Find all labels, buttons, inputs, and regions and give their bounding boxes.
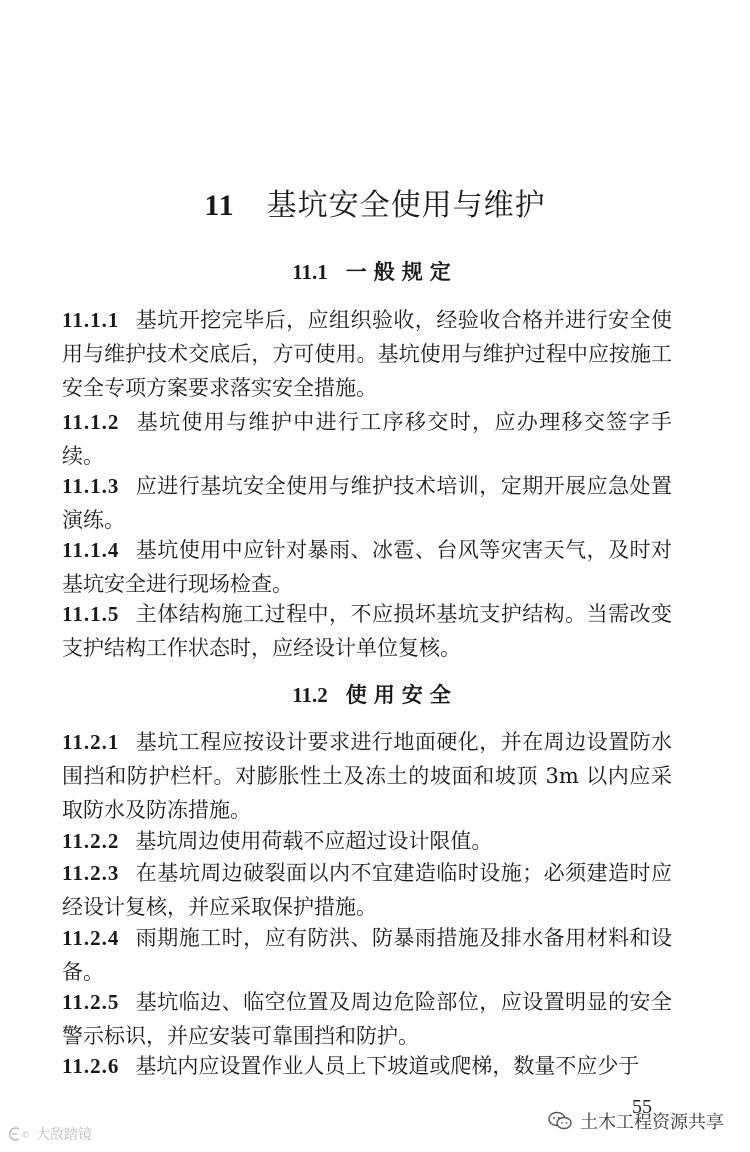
clause-text: 基坑开挖完毕后，应组织验收，经验收合格并进行安全使用与维护技术交底后，方可使用。基坑使用与维护过程中应按施工安全专项方案要求落实安全措施。 <box>62 308 672 400</box>
clause-number: 11.2.4 <box>62 926 120 950</box>
clause-text: 雨期施工时，应有防洪、防暴雨措施及排水备用材料和设备。 <box>62 926 672 984</box>
clause-11-1-4 <box>62 533 672 601</box>
watermark-left-text: 大敌踏镜 <box>36 1127 92 1143</box>
watermark-right-text: 土木工程资源共享 <box>580 1112 724 1133</box>
chapter-number: 11 <box>204 189 235 222</box>
clause-11-2-6 <box>62 1049 672 1083</box>
section-title-11-2 <box>0 679 750 709</box>
section-title-11-1 <box>0 256 750 286</box>
clause-11-2-4 <box>62 921 672 989</box>
clause-text: 基坑周边使用荷载不应超过设计限值。 <box>135 829 493 853</box>
clause-text: 基坑使用中应针对暴雨、冰雹、台风等灾害天气，及时对基坑安全进行现场检查。 <box>62 538 672 596</box>
clause-text: 主体结构施工过程中，不应损坏基坑支护结构。当需改变支护结构工作状态时，应经设计单位复核。 <box>62 602 672 660</box>
chapter-title <box>0 180 750 224</box>
clause-number: 11.2.6 <box>62 1054 120 1078</box>
section-number: 11.1 <box>292 260 328 284</box>
section-number: 11.2 <box>292 683 328 707</box>
clause-text: 基坑临边、临空位置及周边危险部位，应设置明显的安全警示标识，并应安装可靠围挡和防护。 <box>62 990 672 1048</box>
watermark-right <box>548 1108 724 1134</box>
clause-text: 基坑工程应按设计要求进行地面硬化，并在周边设置防水围挡和防护栏杆。对膨胀性土及冻土的坡面和坡顶 3m 以内应采取防水及防冻措施。 <box>62 730 672 822</box>
clause-11-1-1 <box>62 303 672 405</box>
clause-number: 11.2.1 <box>62 730 120 754</box>
clause-number: 11.1.3 <box>62 474 120 498</box>
clause-11-1-2 <box>62 405 672 473</box>
clause-text: 基坑使用与维护中进行工序移交时，应办理移交签字手续。 <box>62 410 672 468</box>
clause-number: 11.1.1 <box>62 308 120 332</box>
clause-number: 11.2.5 <box>62 990 120 1014</box>
watermark-left <box>6 1124 92 1144</box>
clause-11-2-5 <box>62 985 672 1053</box>
clause-number: 11.1.5 <box>62 602 120 626</box>
clause-11-2-1 <box>62 725 672 827</box>
svg-text:©: © <box>21 1131 30 1141</box>
section-title-text: 一般规定 <box>345 259 458 284</box>
clause-number: 11.2.2 <box>62 829 120 853</box>
clause-number: 11.1.2 <box>62 410 120 434</box>
watermark-logo-icon <box>6 1126 32 1142</box>
clause-11-2-3 <box>62 856 672 924</box>
clause-text: 基坑内应设置作业人员上下坡道或爬梯，数量不应少于 <box>135 1054 640 1078</box>
clause-number: 11.2.3 <box>62 861 120 885</box>
clause-11-1-5 <box>62 597 672 665</box>
section-title-text: 使用安全 <box>345 682 458 707</box>
page-number: 55 <box>632 1096 652 1118</box>
wechat-icon <box>548 1111 572 1131</box>
clause-11-2-2 <box>62 824 672 858</box>
clause-number: 11.1.4 <box>62 538 120 562</box>
clause-text: 应进行基坑安全使用与维护技术培训，定期开展应急处置演练。 <box>62 474 672 532</box>
clause-text: 在基坑周边破裂面以内不宜建造临时设施；必须建造时应经设计复核，并应采取保护措施。 <box>62 861 672 919</box>
clause-11-1-3 <box>62 469 672 537</box>
chapter-title-text: 基坑安全使用与维护 <box>266 188 546 223</box>
